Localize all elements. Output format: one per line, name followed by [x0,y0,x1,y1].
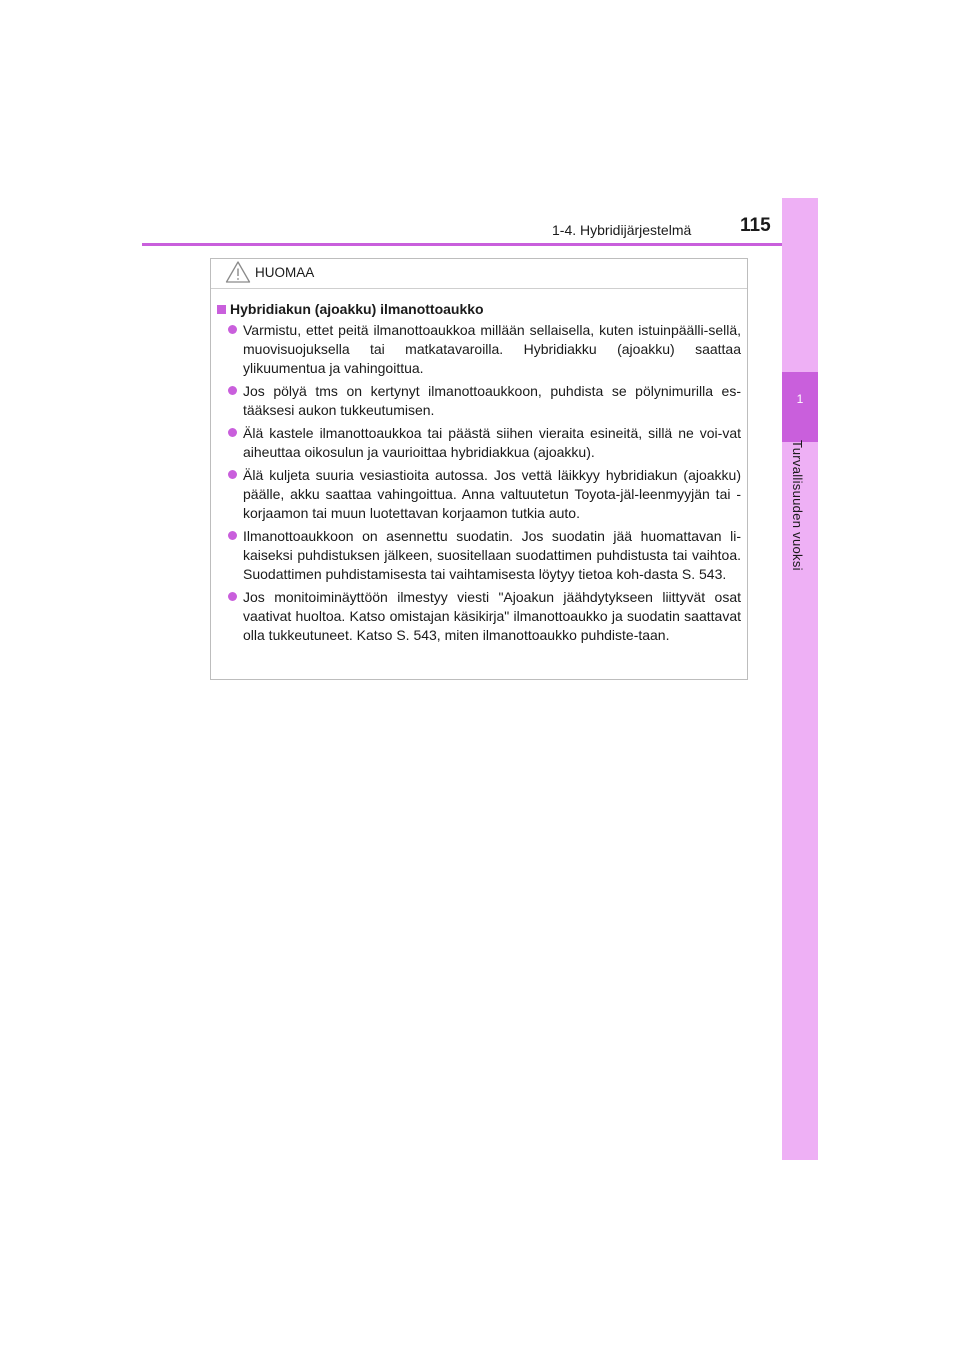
header-rule [142,243,818,246]
warning-triangle-icon [225,260,251,284]
section-title: 1-4. Hybridijärjestelmä [552,222,692,238]
chapter-side-tab[interactable] [782,198,818,1160]
chapter-side-tab-active[interactable] [782,372,818,442]
bullet-dot-icon [228,386,237,395]
list-item [217,588,741,645]
page-number: 115 [740,215,771,236]
bullet-dot-icon [228,592,237,601]
chapter-number: 1 [796,392,804,406]
list-item-text: Jos monitoiminäyttöön ilmestyy viesti "Ajoakun jäähdytykseen liittyvät osat vaativat huoltoa. Katso omistajan käsikirja" ilmanottoaukko ja suodatin saattavat olla tukkeutuneet. Katso S. 543, miten ilmanottoaukko puhdiste-taan. [243,589,741,643]
bullet-dot-icon [228,325,237,334]
chapter-title: Turvallisuuden vuoksi [790,440,805,571]
notice-box [210,258,748,680]
subsection-heading-text: Hybridiakun (ajoakku) ilmanottoaukko [230,301,484,317]
square-bullet-icon [217,305,226,314]
subsection-heading [217,301,741,317]
list-item [217,424,741,462]
notice-label: HUOMAA [255,265,315,280]
bullet-dot-icon [228,531,237,540]
list-item-text: Älä kastele ilmanottoaukkoa tai päästä siihen vieraita esineitä, sillä ne voi-vat aiheuttaa oikosulun ja vaurioittaa hybridiakkua (ajoakku). [243,425,741,460]
list-item-text: Jos pölyä tms on kertynyt ilmanottoaukkoon, puhdista se pölynimurilla es-tääksesi aukon tukkeutumisen. [243,383,741,418]
bullet-dot-icon [228,428,237,437]
notice-header [211,259,747,289]
list-item-text: Älä kuljeta suuria vesiastioita autossa. Jos vettä läikkyy hybridiakun (ajoakku) päälle, akku saattaa vahingoittua. Anna valtuutetun Toyota-jäl-leenmyyjän tai -korjaamon tai muun luotettavan korjaamon tutkia auto. [243,467,741,521]
list-item [217,527,741,584]
list-item-text: Varmistu, ettet peitä ilmanottoaukkoa millään sellaisella, kuten istuinpäälli-sellä, muovisuojuksella tai matkatavaroilla. Hybridiakku (ajoakku) saattaa ylikuumentua ja vahingoittua. [243,322,741,376]
bullet-dot-icon [228,470,237,479]
list-item [217,321,741,378]
list-item [217,382,741,420]
notice-body [211,289,747,645]
list-item [217,466,741,523]
list-item-text: Ilmanottoaukkoon on asennettu suodatin. Jos suodatin jää huomattavan li-kaiseksi puhdistuksen jälkeen, suositellaan suodattimen puhdistusta tai vaihtoa. Suodattimen puhdistamisesta tai vaihtamisesta löytyy tietoa koh-dasta S. 543. [243,528,741,582]
